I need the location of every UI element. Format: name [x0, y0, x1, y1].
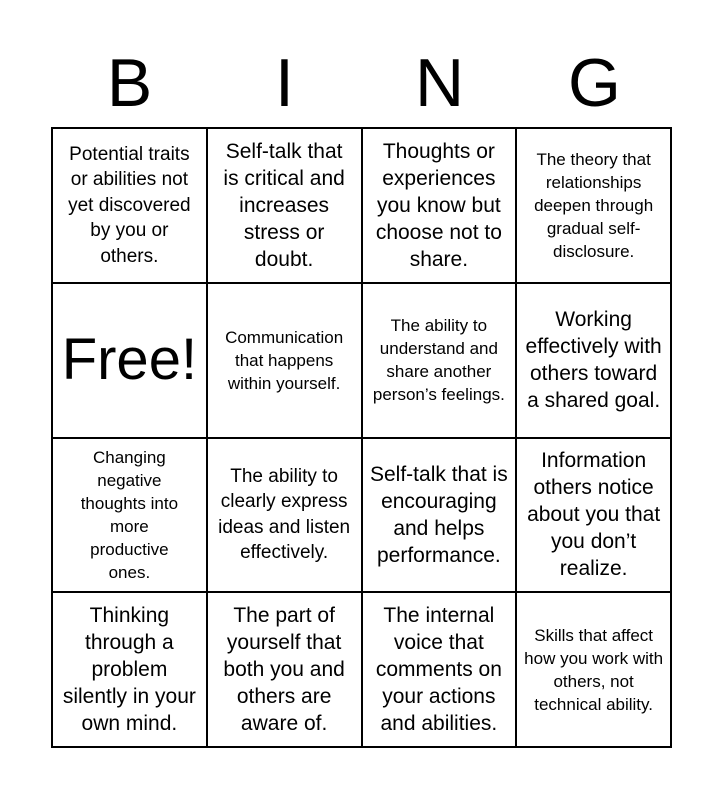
header-letter-i: I [275, 45, 294, 121]
header-letter-b: B [106, 45, 153, 121]
cell-text: The ability to clearly express ideas and listen effectively. [218, 465, 351, 564]
bingo-cell[interactable] [52, 128, 207, 283]
cell-text: Thoughts or experiences you know but choose not to share. [375, 139, 502, 271]
bingo-cell[interactable] [516, 128, 671, 283]
bingo-cell[interactable] [207, 128, 362, 283]
bingo-cell[interactable] [207, 438, 362, 593]
bingo-cell[interactable] [516, 283, 671, 438]
cell-text: The theory that relationships deepen through gradual self-disclosure. [534, 149, 654, 261]
free-text: Free! [61, 327, 198, 393]
bingo-cell[interactable] [52, 592, 207, 747]
cell-text: Changing negative thoughts into more productive ones. [80, 447, 179, 582]
cell-text: Skills that affect how you work with others, not technical ability. [524, 625, 664, 714]
bingo-cell[interactable] [52, 438, 207, 593]
cell-text: Working effectively with others toward a shared goal. [525, 308, 662, 413]
bingo-board [51, 127, 672, 748]
cell-text: The part of yourself that both you and others are aware of. [223, 604, 345, 736]
header-letter-g: G [568, 45, 621, 121]
bingo-cell[interactable] [362, 592, 517, 747]
cell-text: Information others notice about you that you don’t realize. [527, 449, 661, 581]
bingo-cell[interactable] [516, 592, 671, 747]
bingo-cell[interactable] [207, 592, 362, 747]
cell-text: Self-talk that is critical and increases stress or doubt. [223, 139, 345, 271]
free-cell[interactable] [52, 283, 207, 438]
bingo-header [52, 40, 672, 126]
cell-text: Thinking through a problem silently in your own mind. [62, 604, 196, 736]
bingo-cell[interactable] [516, 438, 671, 593]
cell-text: Potential traits or abilities not yet discovered by you or others. [68, 143, 191, 267]
cell-text: Communication that happens within yourself. [225, 327, 344, 393]
bingo-cell[interactable] [362, 438, 517, 593]
cell-text: The internal voice that comments on your actions and abilities. [375, 604, 502, 736]
bingo-cell[interactable] [207, 283, 362, 438]
bingo-cell[interactable] [362, 128, 517, 283]
cell-text: Self-talk that is encouraging and helps performance. [370, 462, 508, 567]
bingo-cell[interactable] [362, 283, 517, 438]
cell-text: The ability to understand and share another person’s feelings. [372, 316, 505, 405]
header-letter-n: N [414, 45, 465, 121]
